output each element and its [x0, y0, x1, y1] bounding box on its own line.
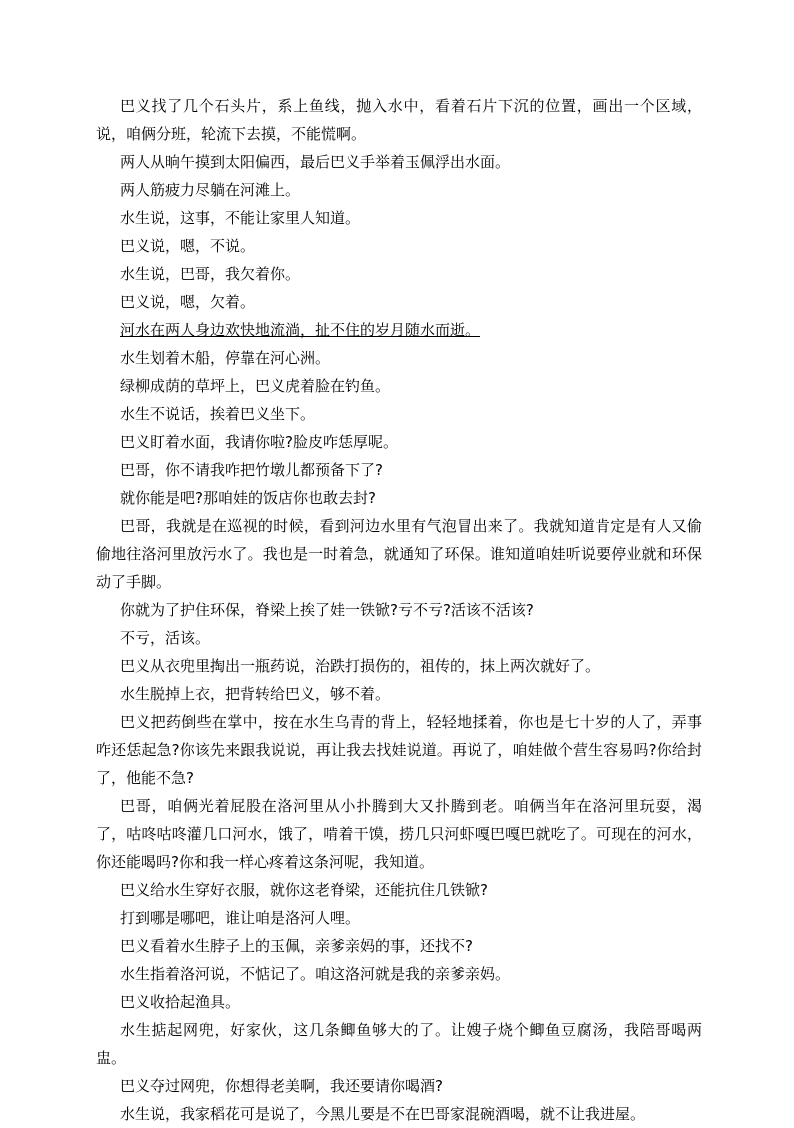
paragraph: 巴义给水生穿好衣服，就你这老脊梁，还能抗住几铁锨?: [120, 881, 488, 899]
paragraph: 巴哥，我就是在巡视的时候，看到河边水里有气泡冒出来了。我就知道肯定是有人又偷偷地往洛河里放污水了。我也是一时着急，就通知了环保。谁知道咱娃听说要停业就和环保动了手脚。: [96, 517, 702, 591]
paragraph: 不亏，活该。: [120, 629, 211, 647]
paragraph: 两人筋疲力尽躺在河滩上。: [120, 181, 301, 199]
paragraph: 巴义找了几个石头片，系上鱼线，抛入水中，看着石片下沉的位置，画出一个区域，说，咱俩分班，轮流下去摸，不能慌啊。: [96, 97, 702, 143]
paragraph: 水生脱掉上衣，把背转给巴义，够不着。: [120, 685, 391, 703]
underlined-sentence: 河水在两人身边欢快地流淌，扯不住的岁月随水而逝。: [120, 321, 481, 339]
paragraph: 水生划着木船，停靠在河心洲。: [120, 349, 331, 367]
paragraph: 巴义说，嗯，欠着。: [120, 293, 256, 311]
paragraph: 巴义从衣兜里掏出一瓶药说，治跌打损伤的，祖传的，抹上两次就好了。: [120, 657, 601, 675]
paragraph: 水生掂起网兜，好家伙，这几条鲫鱼够大的了。让嫂子烧个鲫鱼豆腐汤，我陪哥喝两盅。: [96, 1021, 702, 1067]
paragraph: 绿柳成荫的草坪上，巴义虎着脸在钓鱼。: [120, 377, 391, 395]
paragraph: 就你能是吧?那咱娃的饭店你也敢去封?: [120, 489, 376, 507]
paragraph: 巴义看着水生脖子上的玉佩，亲爹亲妈的事，还找不?: [120, 937, 473, 955]
paragraph: 水生不说话，挨着巴义坐下。: [120, 405, 316, 423]
paragraph: 打到哪是哪吧，谁让咱是洛河人哩。: [120, 909, 361, 927]
paragraph: 巴义夺过网兜，你想得老美啊，我还要请你喝酒?: [120, 1077, 443, 1095]
paragraph: 巴哥，咱俩光着屁股在洛河里从小扑腾到大又扑腾到老。咱俩当年在洛河里玩耍，渴了，咕咚咕咚灌几口河水，饿了，啃着干馍，捞几只河虾嘎巴嘎巴就吃了。可现在的河水，你还能喝吗?你和我一样心疼着这条河呢，我知道。: [96, 797, 702, 871]
paragraph: 水生说，巴哥，我欠着你。: [120, 265, 301, 283]
paragraph: 巴义说，嗯，不说。: [120, 237, 256, 255]
document-body: [96, 92, 702, 1128]
paragraph: 水生说，这事，不能让家里人知道。: [120, 209, 361, 227]
paragraph: 水生指着洛河说，不惦记了。咱这洛河就是我的亲爹亲妈。: [120, 965, 511, 983]
paragraph: 巴哥，你不请我咋把竹墩儿都预备下了?: [120, 461, 383, 479]
paragraph: 你就为了护住环保，脊梁上挨了娃一铁锨?亏不亏?活该不活该?: [120, 601, 534, 619]
paragraph: 巴义盯着水面，我请你啦?脸皮咋恁厚呢。: [120, 433, 398, 451]
paragraph: 巴义把药倒些在掌中，按在水生乌青的背上，轻轻地揉着，你也是七十岁的人了，弄事咋还恁起急?你该先来跟我说说，再让我去找娃说道。再说了，咱娃做个营生容易吗?你给封了，他能不急?: [96, 713, 702, 787]
paragraph: 水生说，我家稻花可是说了，今黑儿要是不在巴哥家混碗酒喝，就不让我进屋。: [120, 1105, 646, 1123]
paragraph: 巴义收拾起渔具。: [120, 993, 241, 1011]
paragraph: 两人从晌午摸到太阳偏西，最后巴义手举着玉佩浮出水面。: [120, 153, 511, 171]
